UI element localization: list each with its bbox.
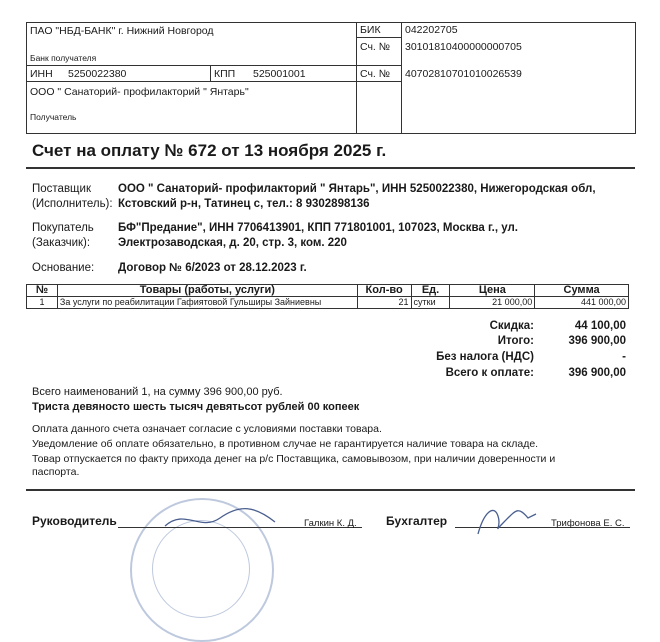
row-goods: За услуги по реабилитации Гафиятовой Гульширы Зайниевны xyxy=(57,297,357,309)
pay-value: 396 900,00 xyxy=(568,367,626,379)
recipient-bank-label: Банк получателя xyxy=(30,53,97,63)
kpp-label: КПП xyxy=(214,68,236,80)
col-sum: Сумма xyxy=(535,285,629,297)
invoice-title: Счет на оплату № 672 от 13 ноября 2025 г. xyxy=(32,141,387,160)
kpp-value: 525001001 xyxy=(253,68,306,80)
row-unit: сутки xyxy=(411,297,450,309)
buyer-label-sub: (Заказчик): xyxy=(32,237,91,249)
inn-value: 5250022380 xyxy=(68,68,127,80)
vat-value: - xyxy=(622,351,626,363)
vat-label: Без налога (НДС) xyxy=(436,351,534,363)
summary-line: Всего наименований 1, на сумму 396 900,00 руб. xyxy=(32,386,283,398)
divider xyxy=(210,65,211,81)
divider xyxy=(356,22,357,134)
accountant-label: Бухгалтер xyxy=(386,514,448,528)
signature-separator xyxy=(26,489,635,491)
table-row xyxy=(27,297,629,309)
note-line: Товар отпускается по факту прихода денег на р/с Поставщика, самовывозом, при наличии доверенности и xyxy=(32,453,556,465)
row-price: 21 000,00 xyxy=(450,297,535,309)
divider xyxy=(26,65,402,66)
buyer-line2: Электрозаводская, д. 20, стр. 3, ком. 220 xyxy=(118,237,347,249)
director-signature-icon xyxy=(160,498,280,538)
divider xyxy=(26,81,402,82)
corr-account-value: 30101810400000000705 xyxy=(405,41,522,53)
inn-label: ИНН xyxy=(30,68,53,80)
basis-value: Договор № 6/2023 от 28.12.2023 г. xyxy=(118,262,307,274)
recipient-label: Получатель xyxy=(30,112,77,122)
supplier-line2: Кстовский р-н, Татинец с, тел.: 8 9302898136 xyxy=(118,198,370,210)
bik-value: 042202705 xyxy=(405,24,458,36)
amount-in-words: Триста девяносто шесть тысяч девятьсот рублей 00 копеек xyxy=(32,401,360,413)
director-name: Галкин К. Д. xyxy=(304,518,357,529)
supplier-line1: ООО " Санаторий- профилакторий " Янтарь", ИНН 5250022380, Нижегородская обл, xyxy=(118,183,596,195)
col-unit: Ед. xyxy=(411,285,450,297)
total-value: 396 900,00 xyxy=(568,335,626,347)
supplier-label: Поставщик xyxy=(32,183,91,195)
note-line: Оплата данного счета означает согласие с условиями поставки товара. xyxy=(32,423,382,435)
note-line: Уведомление об оплате обязательно, в противном случае не гарантируется наличие товара на складе. xyxy=(32,438,539,450)
buyer-label: Покупатель xyxy=(32,222,94,234)
divider xyxy=(356,37,402,38)
recipient-name: ООО " Санаторий- профилакторий " Янтарь" xyxy=(30,86,249,98)
table-header-row xyxy=(27,285,629,297)
accountant-signature-icon xyxy=(470,500,540,540)
discount-label: Скидка: xyxy=(489,320,534,332)
col-number: № xyxy=(27,285,58,297)
row-sum: 441 000,00 xyxy=(535,297,629,309)
buyer-line1: БФ"Предание", ИНН 7706413901, КПП 771801001, 107023, Москва г., ул. xyxy=(118,222,518,234)
bik-label: БИК xyxy=(360,24,381,36)
title-underline xyxy=(26,167,635,169)
discount-value: 44 100,00 xyxy=(574,320,626,332)
col-price: Цена xyxy=(450,285,535,297)
corr-account-label: Сч. № xyxy=(360,41,391,53)
account-label: Сч. № xyxy=(360,68,391,80)
pay-label: Всего к оплате: xyxy=(445,367,534,379)
note-line: паспорта. xyxy=(32,466,80,478)
total-label: Итого: xyxy=(497,335,534,347)
col-goods: Товары (работы, услуги) xyxy=(57,285,357,297)
row-number: 1 xyxy=(27,297,58,309)
basis-label: Основание: xyxy=(32,262,95,274)
goods-table xyxy=(26,284,629,309)
supplier-label-sub: (Исполнитель): xyxy=(32,198,113,210)
col-quantity: Кол-во xyxy=(357,285,411,297)
divider xyxy=(401,22,402,134)
account-value: 40702810701010026539 xyxy=(405,68,522,80)
bank-name: ПАО "НБД-БАНК" г. Нижний Новгород xyxy=(30,25,214,37)
row-quantity: 21 xyxy=(357,297,411,309)
accountant-name: Трифонова Е. С. xyxy=(551,518,625,529)
director-label: Руководитель xyxy=(32,514,117,528)
